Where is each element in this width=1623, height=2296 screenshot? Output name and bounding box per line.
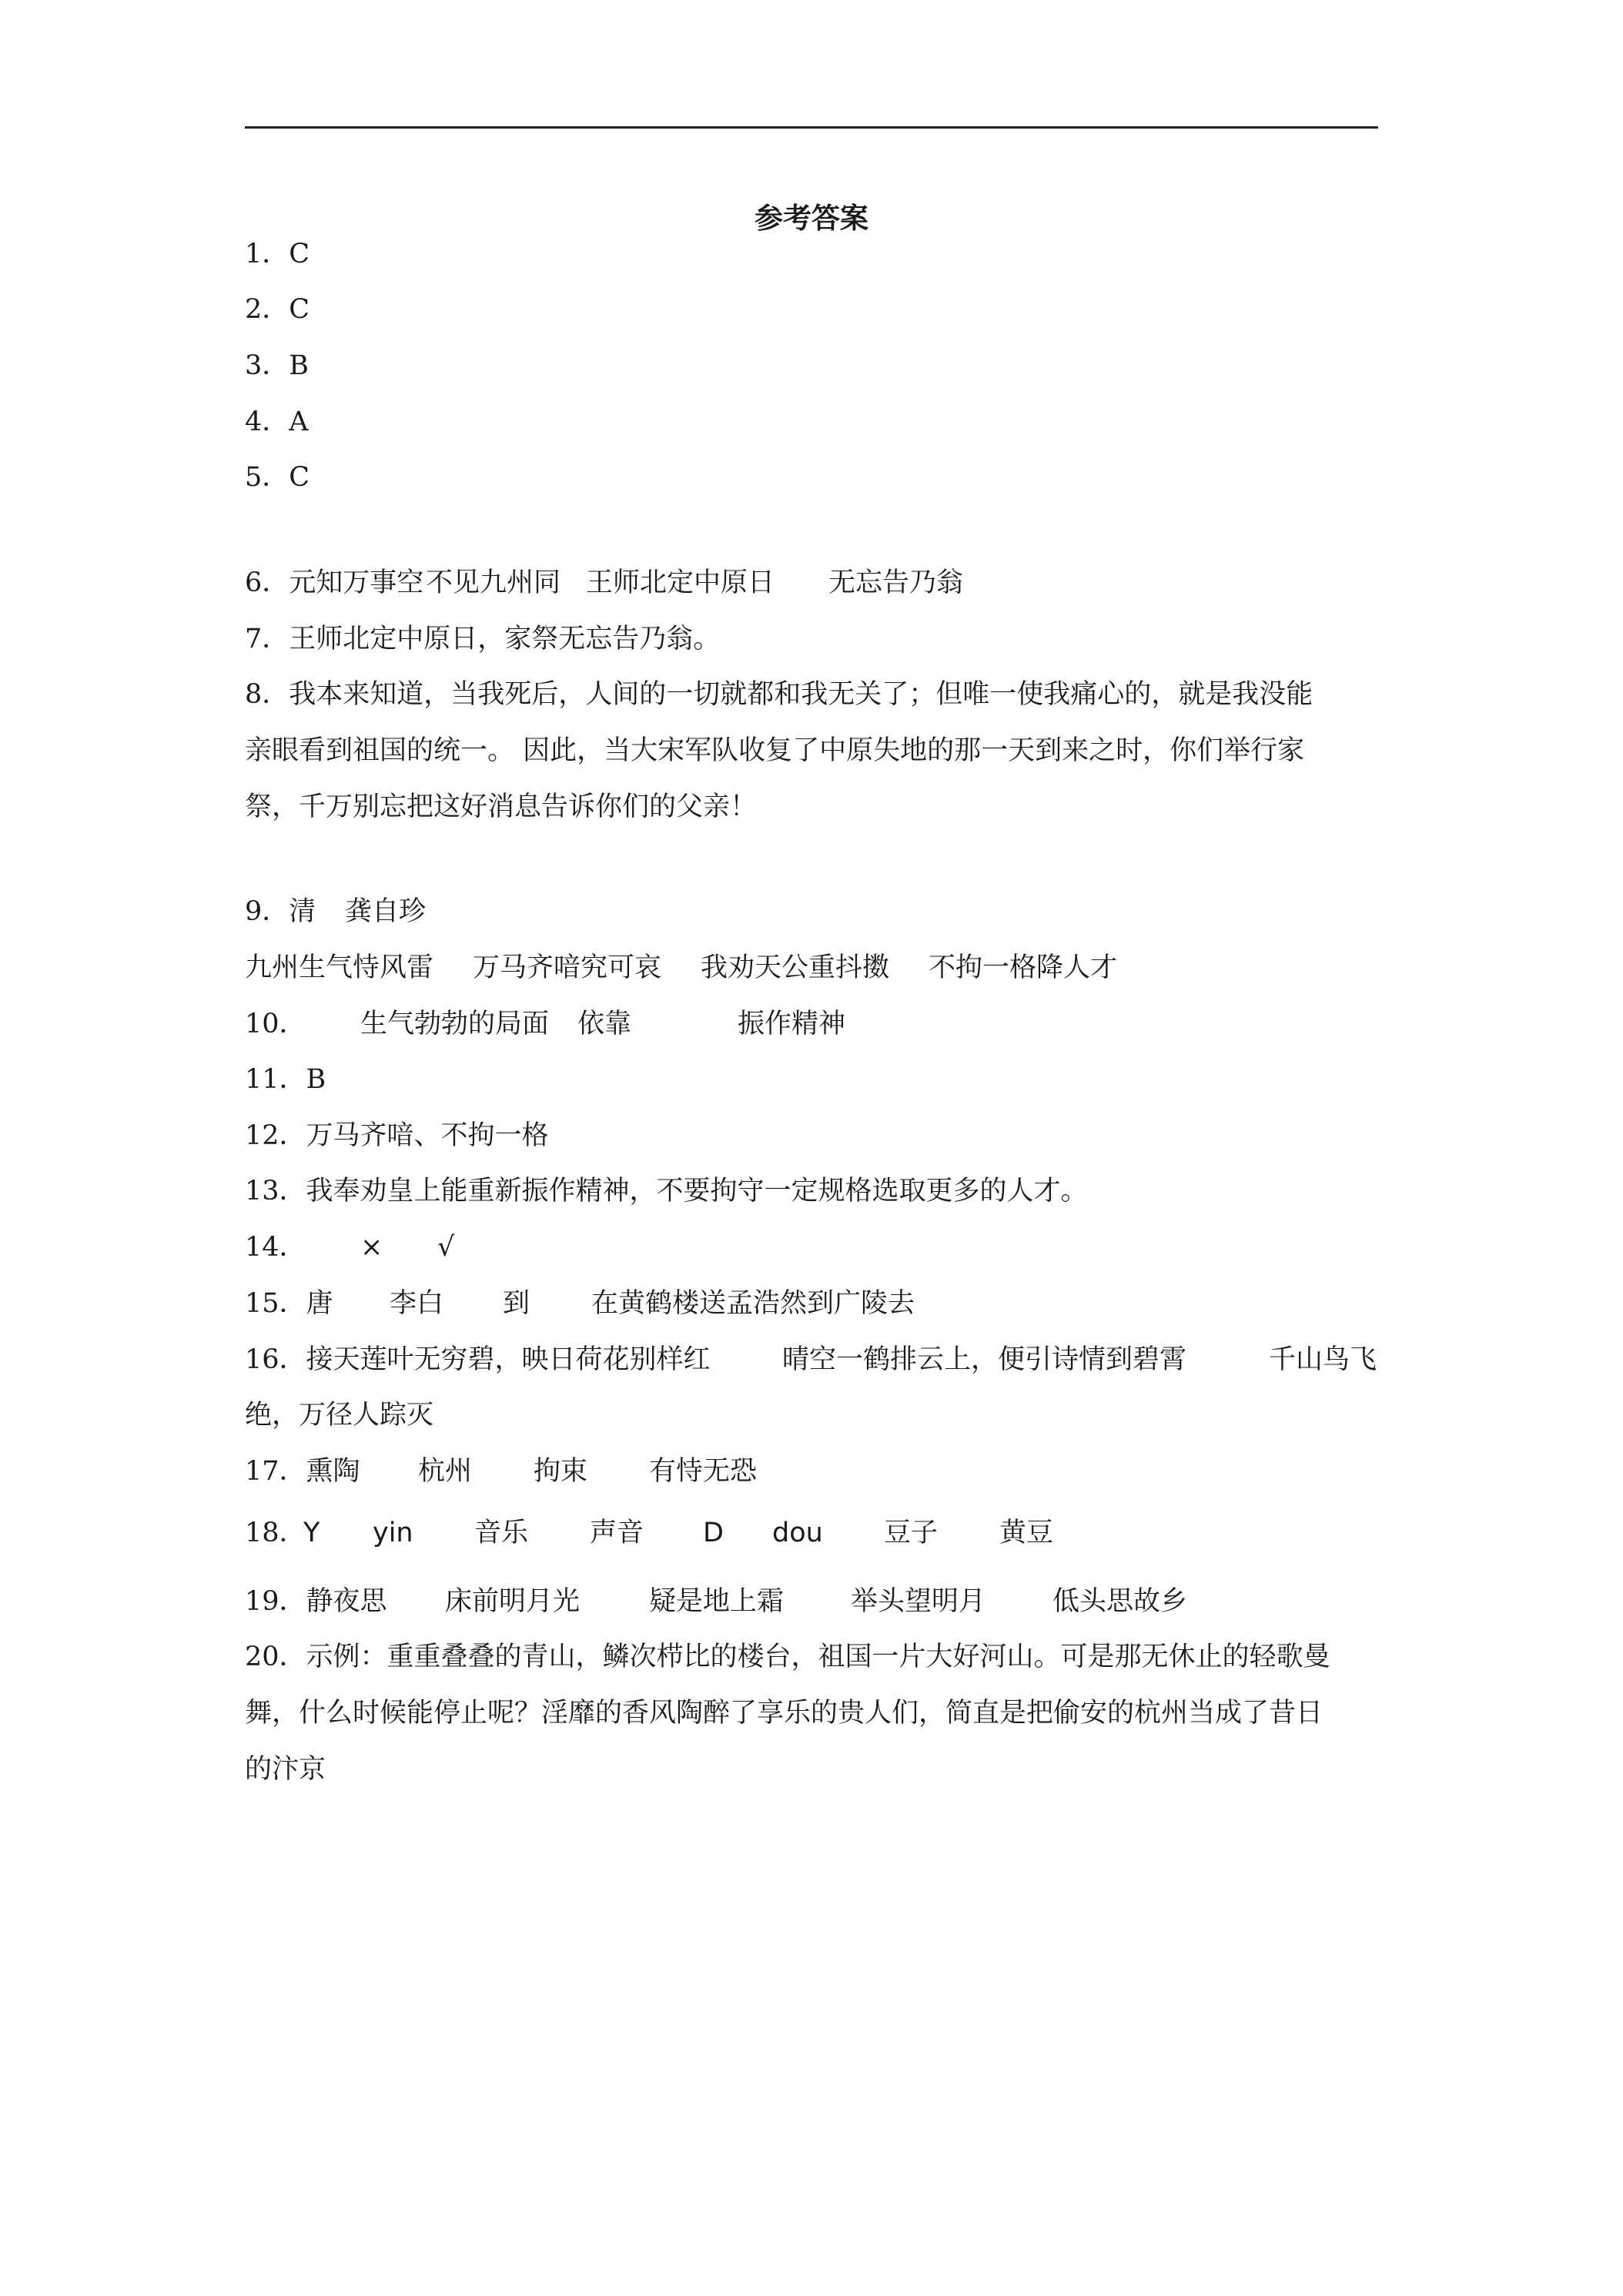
answer-16-part: 16．接天莲叶无穷碧，映日荷花别样红 [245, 1344, 711, 1375]
answer-17-part: 有恃无恐 [649, 1456, 758, 1487]
answer-14 [245, 1229, 454, 1266]
answer-6 [245, 564, 963, 601]
answer-16-cont: 绝，万径人踪灭 [245, 1400, 434, 1431]
answer-15-part: 李白 [390, 1288, 444, 1319]
answer-18-part: Y [303, 1518, 320, 1548]
answer-18 [245, 1514, 1053, 1551]
answer-16-part: 千山鸟飞 [1269, 1344, 1377, 1375]
answer-8-line: 8．我本来知道，当我死后，人间的一切就都和我无关了；但唯一使我痛心的，就是我没能 [245, 679, 1313, 710]
answer-6-part: 王师北定中原日 [586, 567, 775, 598]
answer-17 [245, 1453, 757, 1490]
answer-8-line: 亲眼看到祖国的统一。 因此，当大宋军队收复了中原失地的那一天到来之时，你们举行家 [245, 735, 1305, 766]
answer-1: 1．C [245, 239, 310, 269]
answer-17-part: 拘束 [534, 1456, 588, 1487]
answer-15-part: 到 [503, 1288, 530, 1319]
answer-15 [245, 1285, 915, 1322]
answer-19-part: 举头望明月 [851, 1586, 986, 1617]
answer-20-line: 20．示例：重重叠叠的青山，鳞次栉比的楼台，祖国一片大好河山。可是那无休止的轻歌曼 [245, 1642, 1330, 1672]
page-title: 参考答案 [755, 201, 868, 235]
answer-18-part: yin [373, 1518, 413, 1548]
answer-18-part: 声音 [590, 1518, 644, 1548]
answer-14-part: × [360, 1232, 383, 1263]
answer-12: 12．万马齐喑、不拘一格 [245, 1120, 549, 1151]
answer-19 [245, 1583, 1187, 1620]
answer-6-part: 无忘告乃翁 [828, 567, 964, 598]
answer-16-part: 晴空一鹤排云上，便引诗情到碧霄 [782, 1344, 1187, 1375]
answer-11: 11．B [245, 1064, 326, 1095]
answer-17-part: 杭州 [418, 1456, 473, 1487]
answer-19-part: 低头思故乡 [1052, 1586, 1188, 1617]
answer-9 [245, 893, 426, 930]
answer-18-part: 18． [245, 1518, 306, 1548]
answer-18-part: 豆子 [884, 1518, 939, 1548]
answer-9-poem [245, 949, 1117, 986]
answer-19-part: 疑是地上霜 [649, 1586, 785, 1617]
answer-20-line: 舞，什么时候能停止呢？淫靡的香风陶醉了享乐的贵人们，简直是把偷安的杭州当成了昔日 [245, 1698, 1323, 1729]
answer-2: 2．C [245, 294, 310, 325]
answer-10-part: 依靠 [577, 1009, 632, 1039]
answer-10 [245, 1006, 845, 1043]
answer-3: 3．B [245, 350, 309, 381]
answer-10-part: 10． [245, 1009, 306, 1039]
poem-line: 我劝天公重抖擞 [701, 952, 890, 983]
answer-17-part: 17．熏陶 [245, 1456, 360, 1487]
answer-15-part: 在黄鹤楼送孟浩然到广陵去 [591, 1288, 915, 1319]
answer-9-part: 9．清 [245, 896, 316, 927]
answer-13: 13．我奉劝皇上能重新振作精神，不要拘守一定规格选取更多的人才。 [245, 1176, 1088, 1207]
answer-6-part: 不见九州同 [426, 567, 561, 598]
answer-15-part: 15．唐 [245, 1288, 333, 1319]
answer-14-part: √ [437, 1232, 455, 1263]
answer-10-part: 振作精神 [738, 1009, 846, 1039]
answer-4: 4．A [245, 407, 309, 437]
answer-8-line: 祭，千万别忘把这好消息告诉你们的父亲！ [245, 792, 758, 822]
poem-line: 九州生气恃风雷 [245, 952, 434, 983]
answer-7: 7．王师北定中原日，家祭无忘告乃翁。 [245, 624, 721, 654]
answer-14-part: 14． [245, 1232, 306, 1263]
answer-19-part: 19．静夜思 [245, 1586, 387, 1617]
poem-line: 不拘一格降人才 [929, 952, 1118, 983]
answer-18-part: dou [772, 1518, 823, 1548]
answer-19-part: 床前明月光 [445, 1586, 581, 1617]
header-rule [245, 126, 1378, 129]
answer-18-part: 音乐 [474, 1518, 529, 1548]
poem-line: 万马齐喑究可哀 [473, 952, 662, 983]
answer-20-line: 的汴京 [245, 1754, 326, 1785]
answer-10-part: 生气勃勃的局面 [360, 1009, 550, 1039]
answer-9-part: 龚自珍 [345, 896, 427, 927]
answer-18-part: 黄豆 [999, 1518, 1054, 1548]
answer-6-part: 6．元知万事空 [245, 567, 424, 598]
answer-5: 5．C [245, 462, 310, 493]
answer-18-part: D [703, 1518, 724, 1548]
answer-16 [245, 1341, 1377, 1378]
